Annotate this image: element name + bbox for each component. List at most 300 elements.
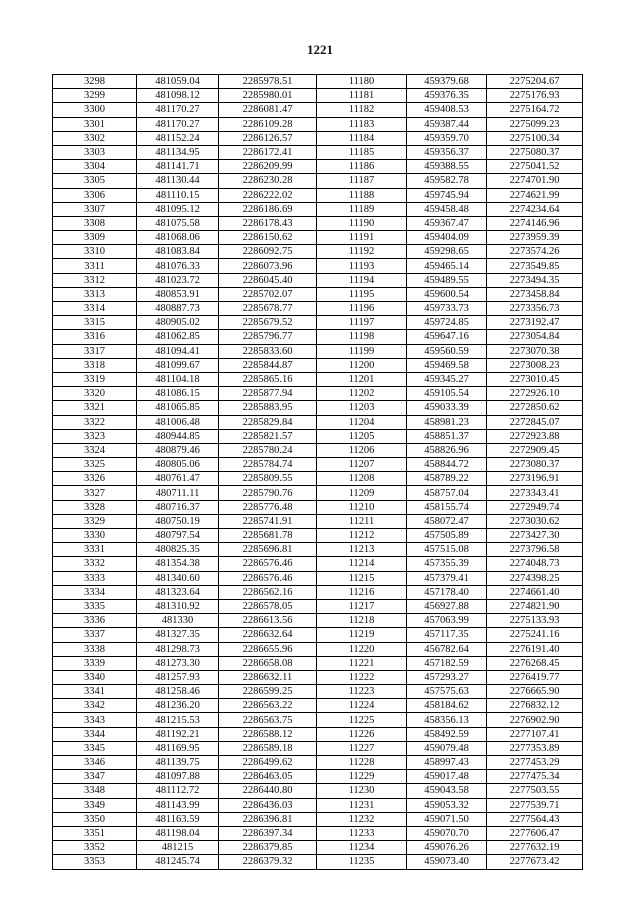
point-id-cell: 3335 bbox=[53, 599, 137, 613]
y-coordinate-cell: 2286379.85 bbox=[219, 841, 317, 855]
point-id-cell: 11185 bbox=[317, 145, 407, 159]
point-id-cell: 3329 bbox=[53, 514, 137, 528]
x-coordinate-cell: 459582.78 bbox=[407, 174, 487, 188]
point-id-cell: 3351 bbox=[53, 826, 137, 840]
y-coordinate-cell: 2286632.64 bbox=[219, 628, 317, 642]
x-coordinate-cell: 481143.99 bbox=[137, 798, 219, 812]
point-id-cell: 11233 bbox=[317, 826, 407, 840]
y-coordinate-cell: 2285865.16 bbox=[219, 372, 317, 386]
x-coordinate-cell: 458851.37 bbox=[407, 429, 487, 443]
x-coordinate-cell: 481215 bbox=[137, 841, 219, 855]
y-coordinate-cell: 2274398.25 bbox=[487, 571, 583, 585]
point-id-cell: 11183 bbox=[317, 117, 407, 131]
x-coordinate-cell: 481065.85 bbox=[137, 401, 219, 415]
point-id-cell: 11180 bbox=[317, 75, 407, 89]
point-id-cell: 11186 bbox=[317, 160, 407, 174]
x-coordinate-cell: 481076.33 bbox=[137, 259, 219, 273]
table-row bbox=[53, 330, 583, 344]
x-coordinate-cell: 481006.48 bbox=[137, 415, 219, 429]
x-coordinate-cell: 459745.94 bbox=[407, 188, 487, 202]
table-row bbox=[53, 443, 583, 457]
point-id-cell: 11225 bbox=[317, 713, 407, 727]
x-coordinate-cell: 459469.58 bbox=[407, 358, 487, 372]
x-coordinate-cell: 480825.35 bbox=[137, 543, 219, 557]
point-id-cell: 3346 bbox=[53, 756, 137, 770]
point-id-cell: 11188 bbox=[317, 188, 407, 202]
y-coordinate-cell: 2277503.55 bbox=[487, 784, 583, 798]
point-id-cell: 3315 bbox=[53, 316, 137, 330]
x-coordinate-cell: 481163.59 bbox=[137, 812, 219, 826]
x-coordinate-cell: 458997.43 bbox=[407, 756, 487, 770]
y-coordinate-cell: 2273054.84 bbox=[487, 330, 583, 344]
x-coordinate-cell: 459076.26 bbox=[407, 841, 487, 855]
x-coordinate-cell: 480761.47 bbox=[137, 472, 219, 486]
x-coordinate-cell: 458844.72 bbox=[407, 458, 487, 472]
table-row bbox=[53, 472, 583, 486]
table-row bbox=[53, 599, 583, 613]
y-coordinate-cell: 2272923.88 bbox=[487, 429, 583, 443]
table-body bbox=[53, 75, 583, 870]
point-id-cell: 11206 bbox=[317, 443, 407, 457]
x-coordinate-cell: 458492.59 bbox=[407, 727, 487, 741]
x-coordinate-cell: 481083.84 bbox=[137, 245, 219, 259]
x-coordinate-cell: 459367.47 bbox=[407, 216, 487, 230]
table-row bbox=[53, 415, 583, 429]
point-id-cell: 3320 bbox=[53, 387, 137, 401]
y-coordinate-cell: 2285809.55 bbox=[219, 472, 317, 486]
x-coordinate-cell: 459356.37 bbox=[407, 145, 487, 159]
table-row bbox=[53, 202, 583, 216]
table-row bbox=[53, 642, 583, 656]
point-id-cell: 3337 bbox=[53, 628, 137, 642]
x-coordinate-cell: 459560.59 bbox=[407, 344, 487, 358]
x-coordinate-cell: 458757.04 bbox=[407, 486, 487, 500]
y-coordinate-cell: 2286178.43 bbox=[219, 216, 317, 230]
point-id-cell: 3298 bbox=[53, 75, 137, 89]
table-row bbox=[53, 571, 583, 585]
point-id-cell: 11219 bbox=[317, 628, 407, 642]
y-coordinate-cell: 2286576.46 bbox=[219, 571, 317, 585]
y-coordinate-cell: 2286150.62 bbox=[219, 231, 317, 245]
x-coordinate-cell: 459724.85 bbox=[407, 316, 487, 330]
y-coordinate-cell: 2286396.81 bbox=[219, 812, 317, 826]
y-coordinate-cell: 2286230.28 bbox=[219, 174, 317, 188]
table-row bbox=[53, 656, 583, 670]
x-coordinate-cell: 480905.02 bbox=[137, 316, 219, 330]
point-id-cell: 3332 bbox=[53, 557, 137, 571]
point-id-cell: 11230 bbox=[317, 784, 407, 798]
table-row bbox=[53, 727, 583, 741]
y-coordinate-cell: 2275100.34 bbox=[487, 131, 583, 145]
point-id-cell: 11193 bbox=[317, 259, 407, 273]
point-id-cell: 3353 bbox=[53, 855, 137, 869]
point-id-cell: 3333 bbox=[53, 571, 137, 585]
y-coordinate-cell: 2274661.40 bbox=[487, 585, 583, 599]
point-id-cell: 11207 bbox=[317, 458, 407, 472]
x-coordinate-cell: 457293.27 bbox=[407, 670, 487, 684]
y-coordinate-cell: 2273010.45 bbox=[487, 372, 583, 386]
table-row bbox=[53, 401, 583, 415]
x-coordinate-cell: 457182.59 bbox=[407, 656, 487, 670]
table-row bbox=[53, 259, 583, 273]
y-coordinate-cell: 2274621.99 bbox=[487, 188, 583, 202]
y-coordinate-cell: 2273574.26 bbox=[487, 245, 583, 259]
point-id-cell: 11216 bbox=[317, 585, 407, 599]
table-row bbox=[53, 826, 583, 840]
point-id-cell: 11215 bbox=[317, 571, 407, 585]
x-coordinate-cell: 481023.72 bbox=[137, 273, 219, 287]
point-id-cell: 11227 bbox=[317, 741, 407, 755]
y-coordinate-cell: 2276665.90 bbox=[487, 685, 583, 699]
y-coordinate-cell: 2272926.10 bbox=[487, 387, 583, 401]
point-id-cell: 11196 bbox=[317, 302, 407, 316]
x-coordinate-cell: 458981.23 bbox=[407, 415, 487, 429]
y-coordinate-cell: 2273080.37 bbox=[487, 458, 583, 472]
point-id-cell: 3342 bbox=[53, 699, 137, 713]
point-id-cell: 11208 bbox=[317, 472, 407, 486]
y-coordinate-cell: 2285877.94 bbox=[219, 387, 317, 401]
y-coordinate-cell: 2285776.48 bbox=[219, 500, 317, 514]
table-row bbox=[53, 174, 583, 188]
table-row bbox=[53, 429, 583, 443]
y-coordinate-cell: 2285833.60 bbox=[219, 344, 317, 358]
y-coordinate-cell: 2285681.78 bbox=[219, 529, 317, 543]
y-coordinate-cell: 2286045.40 bbox=[219, 273, 317, 287]
x-coordinate-cell: 459387.44 bbox=[407, 117, 487, 131]
y-coordinate-cell: 2276419.77 bbox=[487, 670, 583, 684]
y-coordinate-cell: 2286126.57 bbox=[219, 131, 317, 145]
point-id-cell: 11210 bbox=[317, 500, 407, 514]
x-coordinate-cell: 481310.92 bbox=[137, 599, 219, 613]
y-coordinate-cell: 2285978.51 bbox=[219, 75, 317, 89]
y-coordinate-cell: 2273458.84 bbox=[487, 287, 583, 301]
table-row bbox=[53, 699, 583, 713]
point-id-cell: 3334 bbox=[53, 585, 137, 599]
table-row bbox=[53, 543, 583, 557]
y-coordinate-cell: 2277453.29 bbox=[487, 756, 583, 770]
point-id-cell: 11226 bbox=[317, 727, 407, 741]
point-id-cell: 3314 bbox=[53, 302, 137, 316]
point-id-cell: 3319 bbox=[53, 372, 137, 386]
x-coordinate-cell: 481215.53 bbox=[137, 713, 219, 727]
x-coordinate-cell: 481112.72 bbox=[137, 784, 219, 798]
point-id-cell: 3340 bbox=[53, 670, 137, 684]
x-coordinate-cell: 459070.70 bbox=[407, 826, 487, 840]
y-coordinate-cell: 2277606.47 bbox=[487, 826, 583, 840]
point-id-cell: 11194 bbox=[317, 273, 407, 287]
x-coordinate-cell: 481068.06 bbox=[137, 231, 219, 245]
y-coordinate-cell: 2273030.62 bbox=[487, 514, 583, 528]
x-coordinate-cell: 481097.88 bbox=[137, 770, 219, 784]
y-coordinate-cell: 2274048.73 bbox=[487, 557, 583, 571]
point-id-cell: 11205 bbox=[317, 429, 407, 443]
y-coordinate-cell: 2272850.62 bbox=[487, 401, 583, 415]
y-coordinate-cell: 2273070.38 bbox=[487, 344, 583, 358]
table-row bbox=[53, 557, 583, 571]
x-coordinate-cell: 481298.73 bbox=[137, 642, 219, 656]
y-coordinate-cell: 2276268.45 bbox=[487, 656, 583, 670]
table-row bbox=[53, 117, 583, 131]
y-coordinate-cell: 2273192.47 bbox=[487, 316, 583, 330]
x-coordinate-cell: 481139.75 bbox=[137, 756, 219, 770]
y-coordinate-cell: 2285844.87 bbox=[219, 358, 317, 372]
table-row bbox=[53, 741, 583, 755]
point-id-cell: 3313 bbox=[53, 287, 137, 301]
table-row bbox=[53, 685, 583, 699]
x-coordinate-cell: 457515.08 bbox=[407, 543, 487, 557]
y-coordinate-cell: 2275041.52 bbox=[487, 160, 583, 174]
y-coordinate-cell: 2274821.90 bbox=[487, 599, 583, 613]
table-row bbox=[53, 841, 583, 855]
table-row bbox=[53, 798, 583, 812]
point-id-cell: 11197 bbox=[317, 316, 407, 330]
table-row bbox=[53, 628, 583, 642]
point-id-cell: 11231 bbox=[317, 798, 407, 812]
x-coordinate-cell: 481170.27 bbox=[137, 117, 219, 131]
x-coordinate-cell: 481062.85 bbox=[137, 330, 219, 344]
y-coordinate-cell: 2285821.57 bbox=[219, 429, 317, 443]
point-id-cell: 3321 bbox=[53, 401, 137, 415]
point-id-cell: 3345 bbox=[53, 741, 137, 755]
y-coordinate-cell: 2276902.90 bbox=[487, 713, 583, 727]
y-coordinate-cell: 2275133.93 bbox=[487, 614, 583, 628]
x-coordinate-cell: 480944.85 bbox=[137, 429, 219, 443]
point-id-cell: 3302 bbox=[53, 131, 137, 145]
x-coordinate-cell: 481330 bbox=[137, 614, 219, 628]
x-coordinate-cell: 480853.91 bbox=[137, 287, 219, 301]
y-coordinate-cell: 2285796.77 bbox=[219, 330, 317, 344]
x-coordinate-cell: 481110.15 bbox=[137, 188, 219, 202]
point-id-cell: 3303 bbox=[53, 145, 137, 159]
y-coordinate-cell: 2285696.81 bbox=[219, 543, 317, 557]
x-coordinate-cell: 481170.27 bbox=[137, 103, 219, 117]
x-coordinate-cell: 458155.74 bbox=[407, 500, 487, 514]
y-coordinate-cell: 2275080.37 bbox=[487, 145, 583, 159]
table-row bbox=[53, 855, 583, 869]
y-coordinate-cell: 2285780.24 bbox=[219, 443, 317, 457]
point-id-cell: 3299 bbox=[53, 89, 137, 103]
point-id-cell: 11198 bbox=[317, 330, 407, 344]
x-coordinate-cell: 459105.54 bbox=[407, 387, 487, 401]
y-coordinate-cell: 2286499.62 bbox=[219, 756, 317, 770]
point-id-cell: 3330 bbox=[53, 529, 137, 543]
x-coordinate-cell: 457505.89 bbox=[407, 529, 487, 543]
x-coordinate-cell: 481327.35 bbox=[137, 628, 219, 642]
y-coordinate-cell: 2274701.90 bbox=[487, 174, 583, 188]
y-coordinate-cell: 2285702.07 bbox=[219, 287, 317, 301]
y-coordinate-cell: 2277673.42 bbox=[487, 855, 583, 869]
x-coordinate-cell: 456927.88 bbox=[407, 599, 487, 613]
x-coordinate-cell: 480887.73 bbox=[137, 302, 219, 316]
point-id-cell: 3339 bbox=[53, 656, 137, 670]
y-coordinate-cell: 2273796.58 bbox=[487, 543, 583, 557]
point-id-cell: 11211 bbox=[317, 514, 407, 528]
y-coordinate-cell: 2286578.05 bbox=[219, 599, 317, 613]
x-coordinate-cell: 459600.54 bbox=[407, 287, 487, 301]
x-coordinate-cell: 481152.24 bbox=[137, 131, 219, 145]
y-coordinate-cell: 2274234.64 bbox=[487, 202, 583, 216]
point-id-cell: 3309 bbox=[53, 231, 137, 245]
y-coordinate-cell: 2285679.52 bbox=[219, 316, 317, 330]
y-coordinate-cell: 2286379.32 bbox=[219, 855, 317, 869]
x-coordinate-cell: 459404.09 bbox=[407, 231, 487, 245]
table-row bbox=[53, 372, 583, 386]
table-row bbox=[53, 131, 583, 145]
y-coordinate-cell: 2277632.19 bbox=[487, 841, 583, 855]
y-coordinate-cell: 2286589.18 bbox=[219, 741, 317, 755]
point-id-cell: 3304 bbox=[53, 160, 137, 174]
point-id-cell: 3306 bbox=[53, 188, 137, 202]
x-coordinate-cell: 457355.39 bbox=[407, 557, 487, 571]
y-coordinate-cell: 2286563.22 bbox=[219, 699, 317, 713]
point-id-cell: 11220 bbox=[317, 642, 407, 656]
x-coordinate-cell: 481236.20 bbox=[137, 699, 219, 713]
x-coordinate-cell: 457063.99 bbox=[407, 614, 487, 628]
y-coordinate-cell: 2285829.84 bbox=[219, 415, 317, 429]
y-coordinate-cell: 2285741.91 bbox=[219, 514, 317, 528]
table-row bbox=[53, 216, 583, 230]
x-coordinate-cell: 458356.13 bbox=[407, 713, 487, 727]
table-row bbox=[53, 585, 583, 599]
point-id-cell: 11192 bbox=[317, 245, 407, 259]
y-coordinate-cell: 2273549.85 bbox=[487, 259, 583, 273]
point-id-cell: 11232 bbox=[317, 812, 407, 826]
y-coordinate-cell: 2286655.96 bbox=[219, 642, 317, 656]
y-coordinate-cell: 2273427.30 bbox=[487, 529, 583, 543]
point-id-cell: 3326 bbox=[53, 472, 137, 486]
point-id-cell: 11224 bbox=[317, 699, 407, 713]
x-coordinate-cell: 459033.39 bbox=[407, 401, 487, 415]
point-id-cell: 11228 bbox=[317, 756, 407, 770]
x-coordinate-cell: 480716.37 bbox=[137, 500, 219, 514]
point-id-cell: 3316 bbox=[53, 330, 137, 344]
x-coordinate-cell: 481075.58 bbox=[137, 216, 219, 230]
point-id-cell: 3300 bbox=[53, 103, 137, 117]
x-coordinate-cell: 459647.16 bbox=[407, 330, 487, 344]
x-coordinate-cell: 481104.18 bbox=[137, 372, 219, 386]
point-id-cell: 11199 bbox=[317, 344, 407, 358]
point-id-cell: 3352 bbox=[53, 841, 137, 855]
x-coordinate-cell: 459376.35 bbox=[407, 89, 487, 103]
x-coordinate-cell: 458826.96 bbox=[407, 443, 487, 457]
x-coordinate-cell: 481130.44 bbox=[137, 174, 219, 188]
point-id-cell: 3308 bbox=[53, 216, 137, 230]
table-row bbox=[53, 273, 583, 287]
table-row bbox=[53, 770, 583, 784]
point-id-cell: 11203 bbox=[317, 401, 407, 415]
x-coordinate-cell: 481059.04 bbox=[137, 75, 219, 89]
y-coordinate-cell: 2277475.34 bbox=[487, 770, 583, 784]
x-coordinate-cell: 459043.58 bbox=[407, 784, 487, 798]
point-id-cell: 11218 bbox=[317, 614, 407, 628]
x-coordinate-cell: 459053.32 bbox=[407, 798, 487, 812]
x-coordinate-cell: 459017.48 bbox=[407, 770, 487, 784]
y-coordinate-cell: 2273959.39 bbox=[487, 231, 583, 245]
y-coordinate-cell: 2285980.01 bbox=[219, 89, 317, 103]
point-id-cell: 11187 bbox=[317, 174, 407, 188]
point-id-cell: 3327 bbox=[53, 486, 137, 500]
point-id-cell: 11217 bbox=[317, 599, 407, 613]
point-id-cell: 3323 bbox=[53, 429, 137, 443]
y-coordinate-cell: 2286081.47 bbox=[219, 103, 317, 117]
y-coordinate-cell: 2277564.43 bbox=[487, 812, 583, 826]
x-coordinate-cell: 481169.95 bbox=[137, 741, 219, 755]
table-row bbox=[53, 103, 583, 117]
table-row bbox=[53, 614, 583, 628]
point-id-cell: 3344 bbox=[53, 727, 137, 741]
table-row bbox=[53, 89, 583, 103]
y-coordinate-cell: 2276191.40 bbox=[487, 642, 583, 656]
x-coordinate-cell: 481323.64 bbox=[137, 585, 219, 599]
y-coordinate-cell: 2286613.56 bbox=[219, 614, 317, 628]
x-coordinate-cell: 459465.14 bbox=[407, 259, 487, 273]
y-coordinate-cell: 2286563.75 bbox=[219, 713, 317, 727]
y-coordinate-cell: 2286109.28 bbox=[219, 117, 317, 131]
y-coordinate-cell: 2286209.99 bbox=[219, 160, 317, 174]
x-coordinate-cell: 459073.40 bbox=[407, 855, 487, 869]
x-coordinate-cell: 481273.30 bbox=[137, 656, 219, 670]
point-id-cell: 3301 bbox=[53, 117, 137, 131]
y-coordinate-cell: 2286440.80 bbox=[219, 784, 317, 798]
table-row bbox=[53, 486, 583, 500]
point-id-cell: 3312 bbox=[53, 273, 137, 287]
x-coordinate-cell: 459079.48 bbox=[407, 741, 487, 755]
point-id-cell: 11222 bbox=[317, 670, 407, 684]
point-id-cell: 11200 bbox=[317, 358, 407, 372]
page-number: 1221 bbox=[307, 42, 333, 57]
point-id-cell: 11201 bbox=[317, 372, 407, 386]
x-coordinate-cell: 459379.68 bbox=[407, 75, 487, 89]
x-coordinate-cell: 459359.70 bbox=[407, 131, 487, 145]
table-row bbox=[53, 812, 583, 826]
y-coordinate-cell: 2277353.89 bbox=[487, 741, 583, 755]
x-coordinate-cell: 481258.46 bbox=[137, 685, 219, 699]
point-id-cell: 3331 bbox=[53, 543, 137, 557]
table-row bbox=[53, 75, 583, 89]
point-id-cell: 11202 bbox=[317, 387, 407, 401]
x-coordinate-cell: 481245.74 bbox=[137, 855, 219, 869]
table-row bbox=[53, 529, 583, 543]
point-id-cell: 11181 bbox=[317, 89, 407, 103]
table-row bbox=[53, 302, 583, 316]
table-row bbox=[53, 713, 583, 727]
point-id-cell: 11191 bbox=[317, 231, 407, 245]
x-coordinate-cell: 459458.48 bbox=[407, 202, 487, 216]
x-coordinate-cell: 457178.40 bbox=[407, 585, 487, 599]
x-coordinate-cell: 459298.65 bbox=[407, 245, 487, 259]
y-coordinate-cell: 2286632.11 bbox=[219, 670, 317, 684]
point-id-cell: 3349 bbox=[53, 798, 137, 812]
y-coordinate-cell: 2272909.45 bbox=[487, 443, 583, 457]
point-id-cell: 11204 bbox=[317, 415, 407, 429]
x-coordinate-cell: 481099.67 bbox=[137, 358, 219, 372]
point-id-cell: 3311 bbox=[53, 259, 137, 273]
table-row bbox=[53, 287, 583, 301]
y-coordinate-cell: 2286397.34 bbox=[219, 826, 317, 840]
y-coordinate-cell: 2286172.41 bbox=[219, 145, 317, 159]
point-id-cell: 11184 bbox=[317, 131, 407, 145]
y-coordinate-cell: 2275164.72 bbox=[487, 103, 583, 117]
x-coordinate-cell: 481340.60 bbox=[137, 571, 219, 585]
y-coordinate-cell: 2286073.96 bbox=[219, 259, 317, 273]
point-id-cell: 3325 bbox=[53, 458, 137, 472]
table-row bbox=[53, 231, 583, 245]
y-coordinate-cell: 2286186.69 bbox=[219, 202, 317, 216]
table-row bbox=[53, 500, 583, 514]
table-row bbox=[53, 160, 583, 174]
y-coordinate-cell: 2272845.07 bbox=[487, 415, 583, 429]
table-row bbox=[53, 387, 583, 401]
